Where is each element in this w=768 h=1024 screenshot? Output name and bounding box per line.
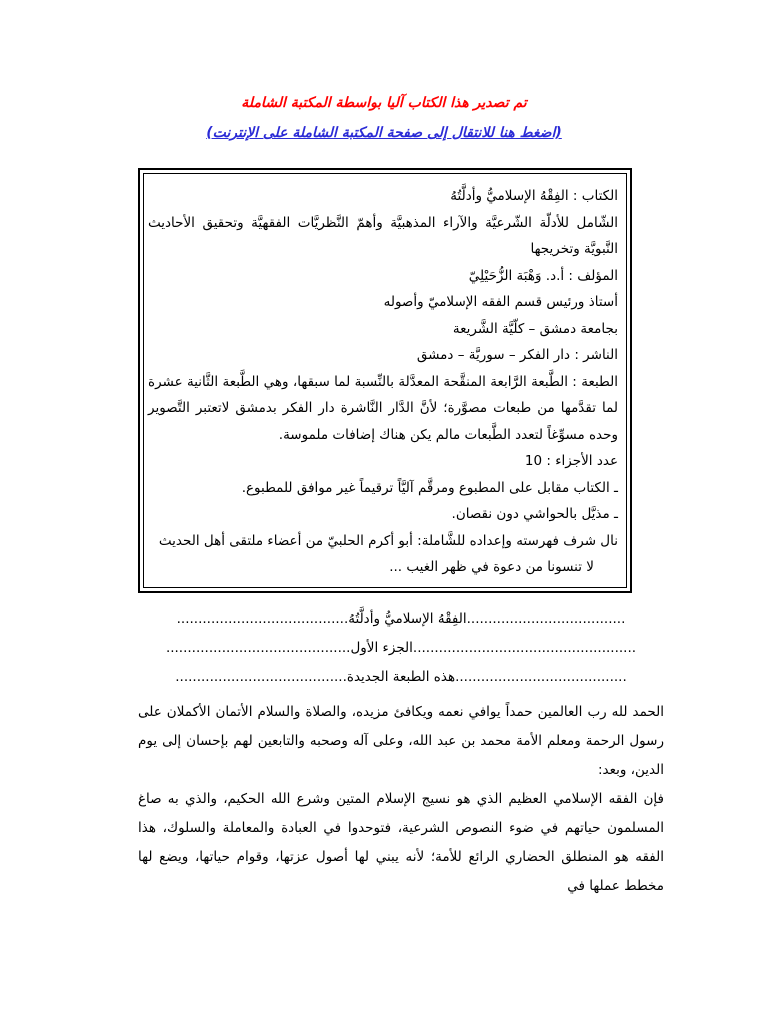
publisher: الناشر : دار الفكر – سوريَّة – دمشق [416, 347, 618, 363]
book-name: الكتاب : الفِقْهُ الإسلاميُّ وأدلَّتُهُ [450, 188, 618, 204]
author-position: أستاذ ورئيس قسم الفقه الإسلاميّ وأصوله [383, 294, 618, 310]
edition-info: الطبعة : الطَّبعة الرَّابعة المنقَّحة المعدَّلة بالنِّسبة لما سبقها، وهي الطَّبعة الثَّانية عشرة لما تقدَّمها من طبعات مصوَّرة؛ لأنَّ الدَّار النَّاشرة دار الفكر بدمشق لاتعتبر التَّصوير وحده مسوِّغاً لتعدد الطَّبعات مالم يكن هناك إضافات ملموسة. [148, 373, 618, 443]
book-info-box [138, 168, 632, 593]
body-text [138, 698, 664, 901]
export-notice: تم تصدير هذا الكتاب آليا بواسطة المكتبة الشاملة [241, 95, 527, 111]
note-footnotes: ـ مذيَّل بالحواشي دون نقصان. [451, 506, 618, 522]
body-paragraph: الحمد لله رب العالمين حمداً يوافي نعمه ويكافئ مزيده، والصلاة والسلام الأتمان الأكملان على رسول الرحمة ومعلم الأمة محمد بن عبد الله، وعلى آله وصحبه والتابعين لهم بإحسان إلى يوم الدين، وبعد: [138, 703, 664, 778]
edition-line: ........................................هذه الطبعة الجديدة........................................ [175, 668, 627, 685]
indexer-credit: نال شرف فهرسته وإعداده للشَّاملة: أبو أكرم الحلبيّ من أعضاء ملتقى أهل الحديث [158, 532, 618, 549]
online-library-link[interactable]: (اضغط هنا للانتقال إلى صفحة المكتبة الشاملة على الإنترنت) [206, 125, 562, 141]
book-description: الشّامل للأدلّة الشّرعيَّة والآراء المذهبيَّة وأهمّ النَّظريَّات الفقهيَّة وتحقيق الأحاديث النَّبويَّة وتخريجها [148, 214, 618, 257]
volume-line: ....................................................الجزء الأول........................................... [165, 639, 637, 656]
author-university: بجامعة دمشق – كلّيَّة الشَّريعة [452, 320, 618, 337]
book-title-line: .....................................الفِقْهُ الإسلاميُّ وأدلَّتُهُ........................................ [176, 610, 626, 627]
prayer-request: لا تنسونا من دعوة في ظهر الغيب ... [389, 559, 594, 575]
content-column [138, 168, 664, 901]
note-numbering: ـ الكتاب مقابل على المطبوع ومرقَّم آليَّاً ترقيماً غير موافق للمطبوع. [241, 479, 618, 496]
body-paragraph: فإن الفقه الإسلامي العظيم الذي هو نسيج الإسلام المتين وشرع الله الحكيم، والذي به صاغ المسلمون حياتهم في ضوء النصوص الشرعية، فتوحدوا في العبادة والمعاملة والسلوك، هذا الفقه هو المنطلق الحضاري الرائع للأمة؛ لأنه يبني لها أصول عزتها، وقوام حياتها، ويضع لها مخطط عملها في [138, 790, 664, 894]
volume-count: عدد الأجزاء : 10 [524, 453, 618, 469]
author: المؤلف : أ.د. وَهْبَة الزُّحَيْلِيّ [468, 267, 618, 284]
title-block [138, 605, 664, 692]
